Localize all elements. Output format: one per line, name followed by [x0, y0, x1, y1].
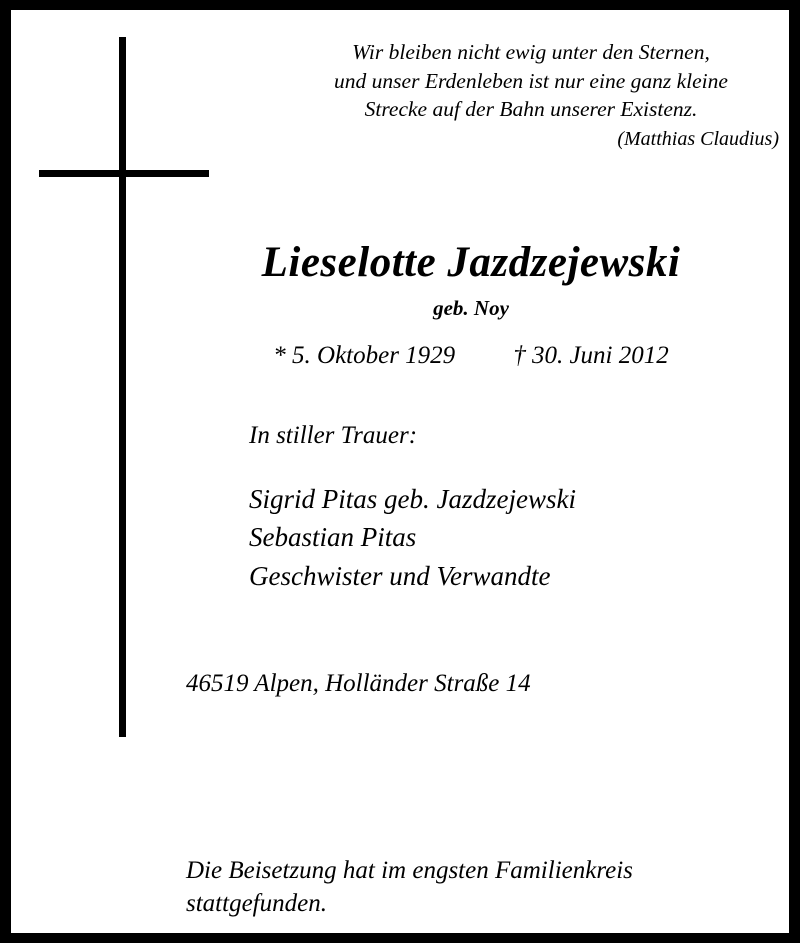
list-item: Sebastian Pitas — [249, 522, 417, 553]
cross-icon-vertical-bar — [119, 37, 126, 737]
verse-line-2: und unser Erdenleben ist nur eine ganz kleine — [334, 68, 728, 93]
verse-author: (Matthias Claudius) — [617, 127, 779, 150]
mourning-intro: In stiller Trauer: — [249, 422, 418, 449]
memorial-verse — [281, 38, 781, 152]
life-dates — [151, 342, 791, 370]
list-item: Geschwister und Verwandte — [249, 560, 551, 591]
list-item: Sigrid Pitas geb. Jazdzejewski — [249, 484, 576, 514]
verse-line-1: Wir bleiben nicht ewig unter den Sternen, — [352, 40, 710, 64]
cross-icon-horizontal-bar — [39, 170, 209, 177]
mourners-list — [249, 480, 576, 595]
verse-line-3: Strecke auf der Bahn unserer Existenz. — [364, 97, 698, 122]
notice-inner — [11, 10, 789, 933]
deceased-maiden-name: geb. Noy — [433, 296, 509, 320]
family-address: 46519 Alpen, Holländer Straße 14 — [186, 670, 531, 697]
birth-date: * 5. Oktober 1929 — [273, 342, 456, 369]
death-date: † 30. Juni 2012 — [513, 342, 669, 369]
funeral-note — [186, 855, 746, 920]
funeral-note-line-1: Die Beisetzung hat im engsten Familienkreis — [186, 857, 633, 884]
deceased-name: Lieselotte Jazdzejewski — [261, 239, 681, 286]
funeral-note-line-2: stattgefunden. — [186, 889, 327, 917]
